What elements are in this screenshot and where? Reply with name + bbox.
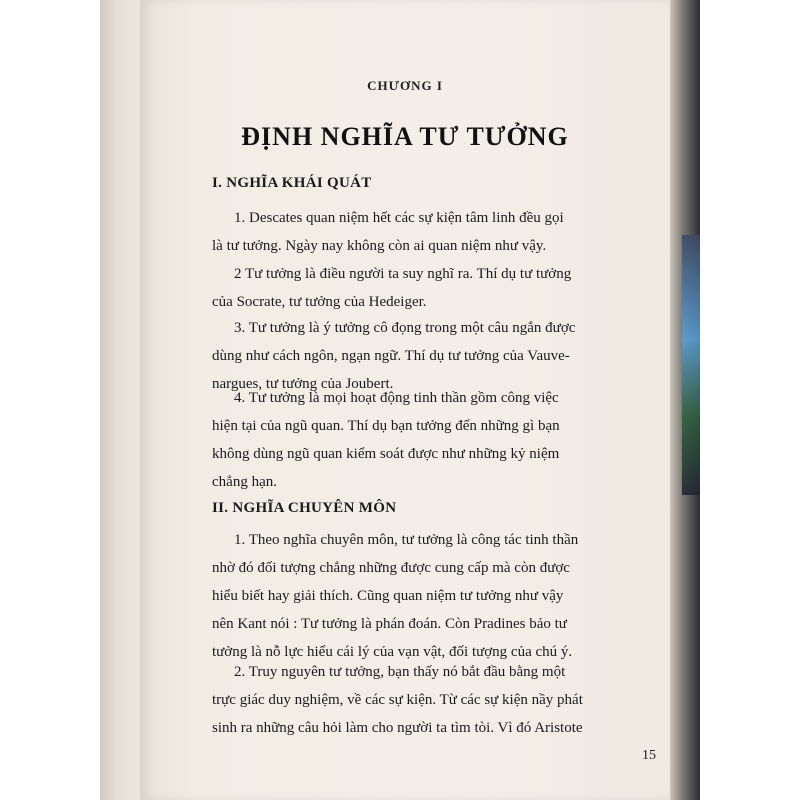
paragraph-5	[212, 526, 602, 666]
paragraph-line: nargues, tư tưởng của Joubert.	[212, 376, 394, 392]
paragraph-line: của Socrate, tư tưởng của Hedeiger.	[212, 294, 427, 310]
paragraph-4	[212, 384, 602, 496]
background-monitor-glow	[682, 235, 700, 495]
page-number: 15	[642, 748, 656, 763]
paragraph-line: chẳng hạn.	[212, 474, 277, 490]
chapter-title: ĐỊNH NGHĨA TƯ TƯỞNG	[241, 122, 569, 151]
paragraph-line: hiện tại của ngũ quan. Thí dụ bạn tưởng đến những gì bạn	[212, 418, 560, 434]
paragraph-line: là tư tưởng. Ngày nay không còn ai quan niệm như vậy.	[212, 238, 547, 254]
paragraph-line: 2 Tư tưởng là điều người ta suy nghĩ ra. Thí dụ tư tưởng	[234, 266, 572, 282]
paragraph-line: sinh ra những câu hỏi làm cho người ta tìm tòi. Vì đó Aristote	[212, 720, 583, 736]
paragraph-line: 4. Tư tưởng là mọi hoạt động tinh thần gồm công việc	[234, 390, 559, 406]
paragraph-line: 1. Theo nghĩa chuyên môn, tư tưởng là công tác tinh thần	[234, 532, 579, 548]
book-left-page-edge	[100, 0, 140, 800]
paragraph-line: 1. Descates quan niệm hết các sự kiện tâm linh đều gọi	[234, 210, 564, 226]
paragraph-line: nên Kant nói : Tư tưởng là phán đoán. Còn Pradines bảo tư	[212, 616, 567, 632]
paragraph-line: trực giác duy nghiệm, về các sự kiện. Từ các sự kiện nầy phát	[212, 692, 583, 708]
paragraph-line: không dùng ngũ quan kiểm soát được như những kỷ niệm	[212, 446, 560, 462]
paragraph-line: hiểu biết hay giải thích. Cũng quan niệm tư tưởng như vậy	[212, 588, 564, 604]
paragraph-line: tưởng là nỗ lực hiểu cái lý của vạn vật, đối tượng của chú ý.	[212, 644, 573, 660]
paragraph-line: nhờ đó đối tượng chẳng những được cung cấp mà còn được	[212, 560, 570, 576]
section-heading-general-meaning: I. NGHĨA KHÁI QUÁT	[212, 175, 372, 191]
paragraph-line: 2. Truy nguyên tư tưởng, bạn thấy nó bắt đầu bằng một	[234, 664, 566, 680]
paragraph-line: 3. Tư tưởng là ý tưởng cô đọng trong một câu ngắn được	[234, 320, 576, 336]
chapter-label: CHƯƠNG I	[367, 78, 443, 93]
book-page	[140, 0, 670, 800]
paragraph-2	[212, 260, 602, 316]
paragraph-line: dùng như cách ngôn, ngạn ngữ. Thí dụ tư tưởng của Vauve-	[212, 348, 570, 364]
paragraph-6	[212, 658, 602, 742]
section-heading-technical-meaning: II. NGHĨA CHUYÊN MÔN	[212, 500, 397, 516]
paragraph-1	[212, 204, 602, 260]
